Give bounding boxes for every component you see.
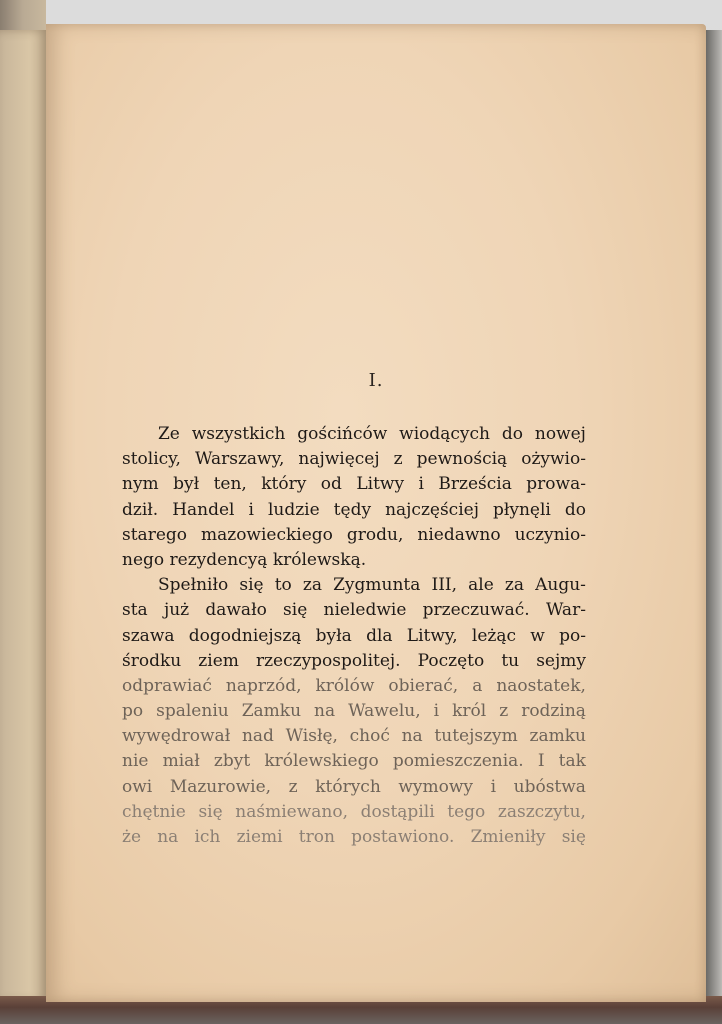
- text-line: [122, 724, 586, 749]
- word: miał: [162, 751, 200, 772]
- word: Zmieniły: [470, 827, 546, 847]
- word: ale: [468, 575, 494, 596]
- word: przeczuwać.: [422, 600, 530, 621]
- word: zamku: [529, 726, 586, 747]
- word: Poczęto: [417, 650, 485, 671]
- word: się: [239, 575, 264, 596]
- word: odprawiać: [122, 675, 212, 696]
- word: naprzód,: [225, 675, 302, 696]
- word: nie: [122, 751, 149, 772]
- word: Spełniło: [158, 575, 229, 596]
- text-line: [122, 598, 586, 623]
- left-page-edge: [0, 30, 48, 1002]
- word: Brześcia: [438, 474, 512, 495]
- paragraph-1: [122, 422, 586, 573]
- word: wymowy: [398, 776, 474, 797]
- word: War-: [545, 600, 586, 621]
- word: postawiono.: [351, 827, 455, 847]
- word: że: [122, 827, 142, 847]
- word: był: [173, 474, 200, 495]
- word: sejmy: [536, 650, 586, 671]
- word: na: [157, 827, 179, 847]
- text-line: [122, 498, 586, 523]
- paragraph-2: [122, 573, 586, 850]
- word: ten,: [213, 474, 247, 495]
- word: środku: [122, 650, 182, 671]
- word: spaleniu: [156, 701, 229, 722]
- word: pomieszczenia.: [392, 751, 524, 772]
- word: Zygmunta: [333, 575, 421, 596]
- word: królów: [315, 675, 375, 696]
- word: leżąc: [471, 625, 517, 646]
- word: król: [452, 701, 487, 722]
- word: rodziną: [521, 701, 586, 722]
- word: a: [472, 675, 483, 696]
- word: ubóstwa: [513, 776, 586, 797]
- word: z: [499, 701, 509, 722]
- word: i: [433, 701, 440, 722]
- text-line: [122, 447, 586, 472]
- word: rzeczypospolitej.: [255, 650, 401, 671]
- word: Handel: [172, 499, 235, 520]
- word: dogodniejszą: [188, 625, 302, 646]
- word: się: [198, 801, 223, 822]
- text-line: [122, 800, 586, 825]
- word: sta: [122, 600, 148, 621]
- word: Ze: [158, 424, 180, 444]
- text-line: [122, 523, 586, 548]
- word: Litwy,: [406, 625, 458, 646]
- word: od: [320, 474, 342, 495]
- word: III,: [431, 575, 458, 596]
- word: mazowieckiego: [200, 524, 333, 545]
- word: nym: [122, 474, 159, 495]
- word: obierać,: [388, 675, 459, 696]
- word: dostąpili: [360, 801, 435, 822]
- word: ożywio-: [521, 449, 586, 470]
- word: stolicy,: [122, 449, 181, 470]
- word: szawa: [122, 625, 175, 646]
- word: z: [288, 776, 298, 797]
- word: starego: [122, 524, 187, 545]
- word: na: [314, 701, 336, 722]
- word: ziemi: [236, 827, 283, 847]
- word: tego: [447, 801, 486, 822]
- word: grodu,: [346, 524, 404, 545]
- word: pewnością: [416, 449, 508, 470]
- word: tutejszym: [434, 726, 518, 747]
- word: tron: [298, 827, 335, 847]
- word: Augu-: [535, 575, 586, 596]
- word: dla: [366, 625, 393, 646]
- word: ludzie: [267, 499, 320, 520]
- word: dawało: [205, 600, 267, 621]
- text-line: [122, 472, 586, 497]
- word: ich: [194, 827, 221, 847]
- word: już: [163, 600, 190, 621]
- word: Litwy: [356, 474, 405, 495]
- word: nad: [241, 726, 274, 747]
- word: tu: [501, 650, 520, 671]
- word: i: [418, 474, 424, 495]
- word: naostatek,: [496, 675, 586, 696]
- word: dził.: [122, 499, 159, 520]
- word: I: [537, 751, 545, 772]
- word: prowa-: [526, 474, 586, 495]
- text-line: [122, 674, 586, 699]
- word: uczynio-: [514, 524, 586, 545]
- word: po: [122, 701, 144, 722]
- word: Warszawy,: [194, 449, 285, 470]
- text-line: [122, 775, 586, 800]
- book-page: [46, 24, 706, 1002]
- word: tędy: [333, 499, 372, 520]
- word: płynęli: [492, 499, 551, 520]
- word: gościńców: [297, 424, 388, 444]
- word: z: [393, 449, 403, 470]
- word: była: [315, 625, 352, 646]
- word: i: [490, 776, 497, 797]
- text-line: [122, 749, 586, 774]
- word: po-: [559, 625, 586, 646]
- word: naśmiewano,: [235, 801, 348, 822]
- word: Wisłę,: [285, 726, 338, 747]
- word: który: [261, 474, 307, 495]
- word: owi: [122, 776, 153, 797]
- text-line: [122, 825, 586, 850]
- text-line: [122, 624, 586, 649]
- word: się: [561, 827, 586, 847]
- chapter-number: I.: [368, 370, 384, 391]
- word: wiodących: [399, 424, 491, 444]
- text-line: [122, 573, 586, 598]
- text-line: [122, 699, 586, 724]
- word: królewskiego: [264, 751, 379, 772]
- word: na: [401, 726, 423, 747]
- text-line: [122, 649, 586, 674]
- word: niedawno: [417, 524, 501, 545]
- word: za: [302, 575, 322, 596]
- word: się: [283, 600, 308, 621]
- word: wszystkich: [191, 424, 286, 444]
- word: zbyt: [213, 751, 251, 772]
- text-line: [122, 422, 586, 447]
- word: tak: [558, 751, 586, 772]
- word: nowej: [534, 424, 586, 444]
- word: najwięcej: [298, 449, 380, 470]
- word: których: [315, 776, 381, 797]
- word: do: [564, 499, 586, 520]
- word: i: [248, 499, 254, 520]
- word: Mazurowie,: [169, 776, 272, 797]
- word: za: [504, 575, 524, 596]
- word: nieledwie: [323, 600, 407, 621]
- word: to: [274, 575, 292, 596]
- word: wywędrował: [122, 726, 231, 747]
- word: ziem: [198, 650, 239, 671]
- word: w: [530, 625, 545, 646]
- word: zaszczytu,: [497, 801, 586, 822]
- word: Zamku: [241, 701, 302, 722]
- word: do: [501, 424, 524, 444]
- word: Wawelu,: [348, 701, 421, 722]
- page-text: [122, 422, 586, 850]
- word: choć: [349, 726, 390, 747]
- word: najczęściej: [385, 499, 479, 520]
- text-line: nego rezydencyą królewską.: [122, 549, 367, 570]
- word: chętnie: [122, 801, 186, 822]
